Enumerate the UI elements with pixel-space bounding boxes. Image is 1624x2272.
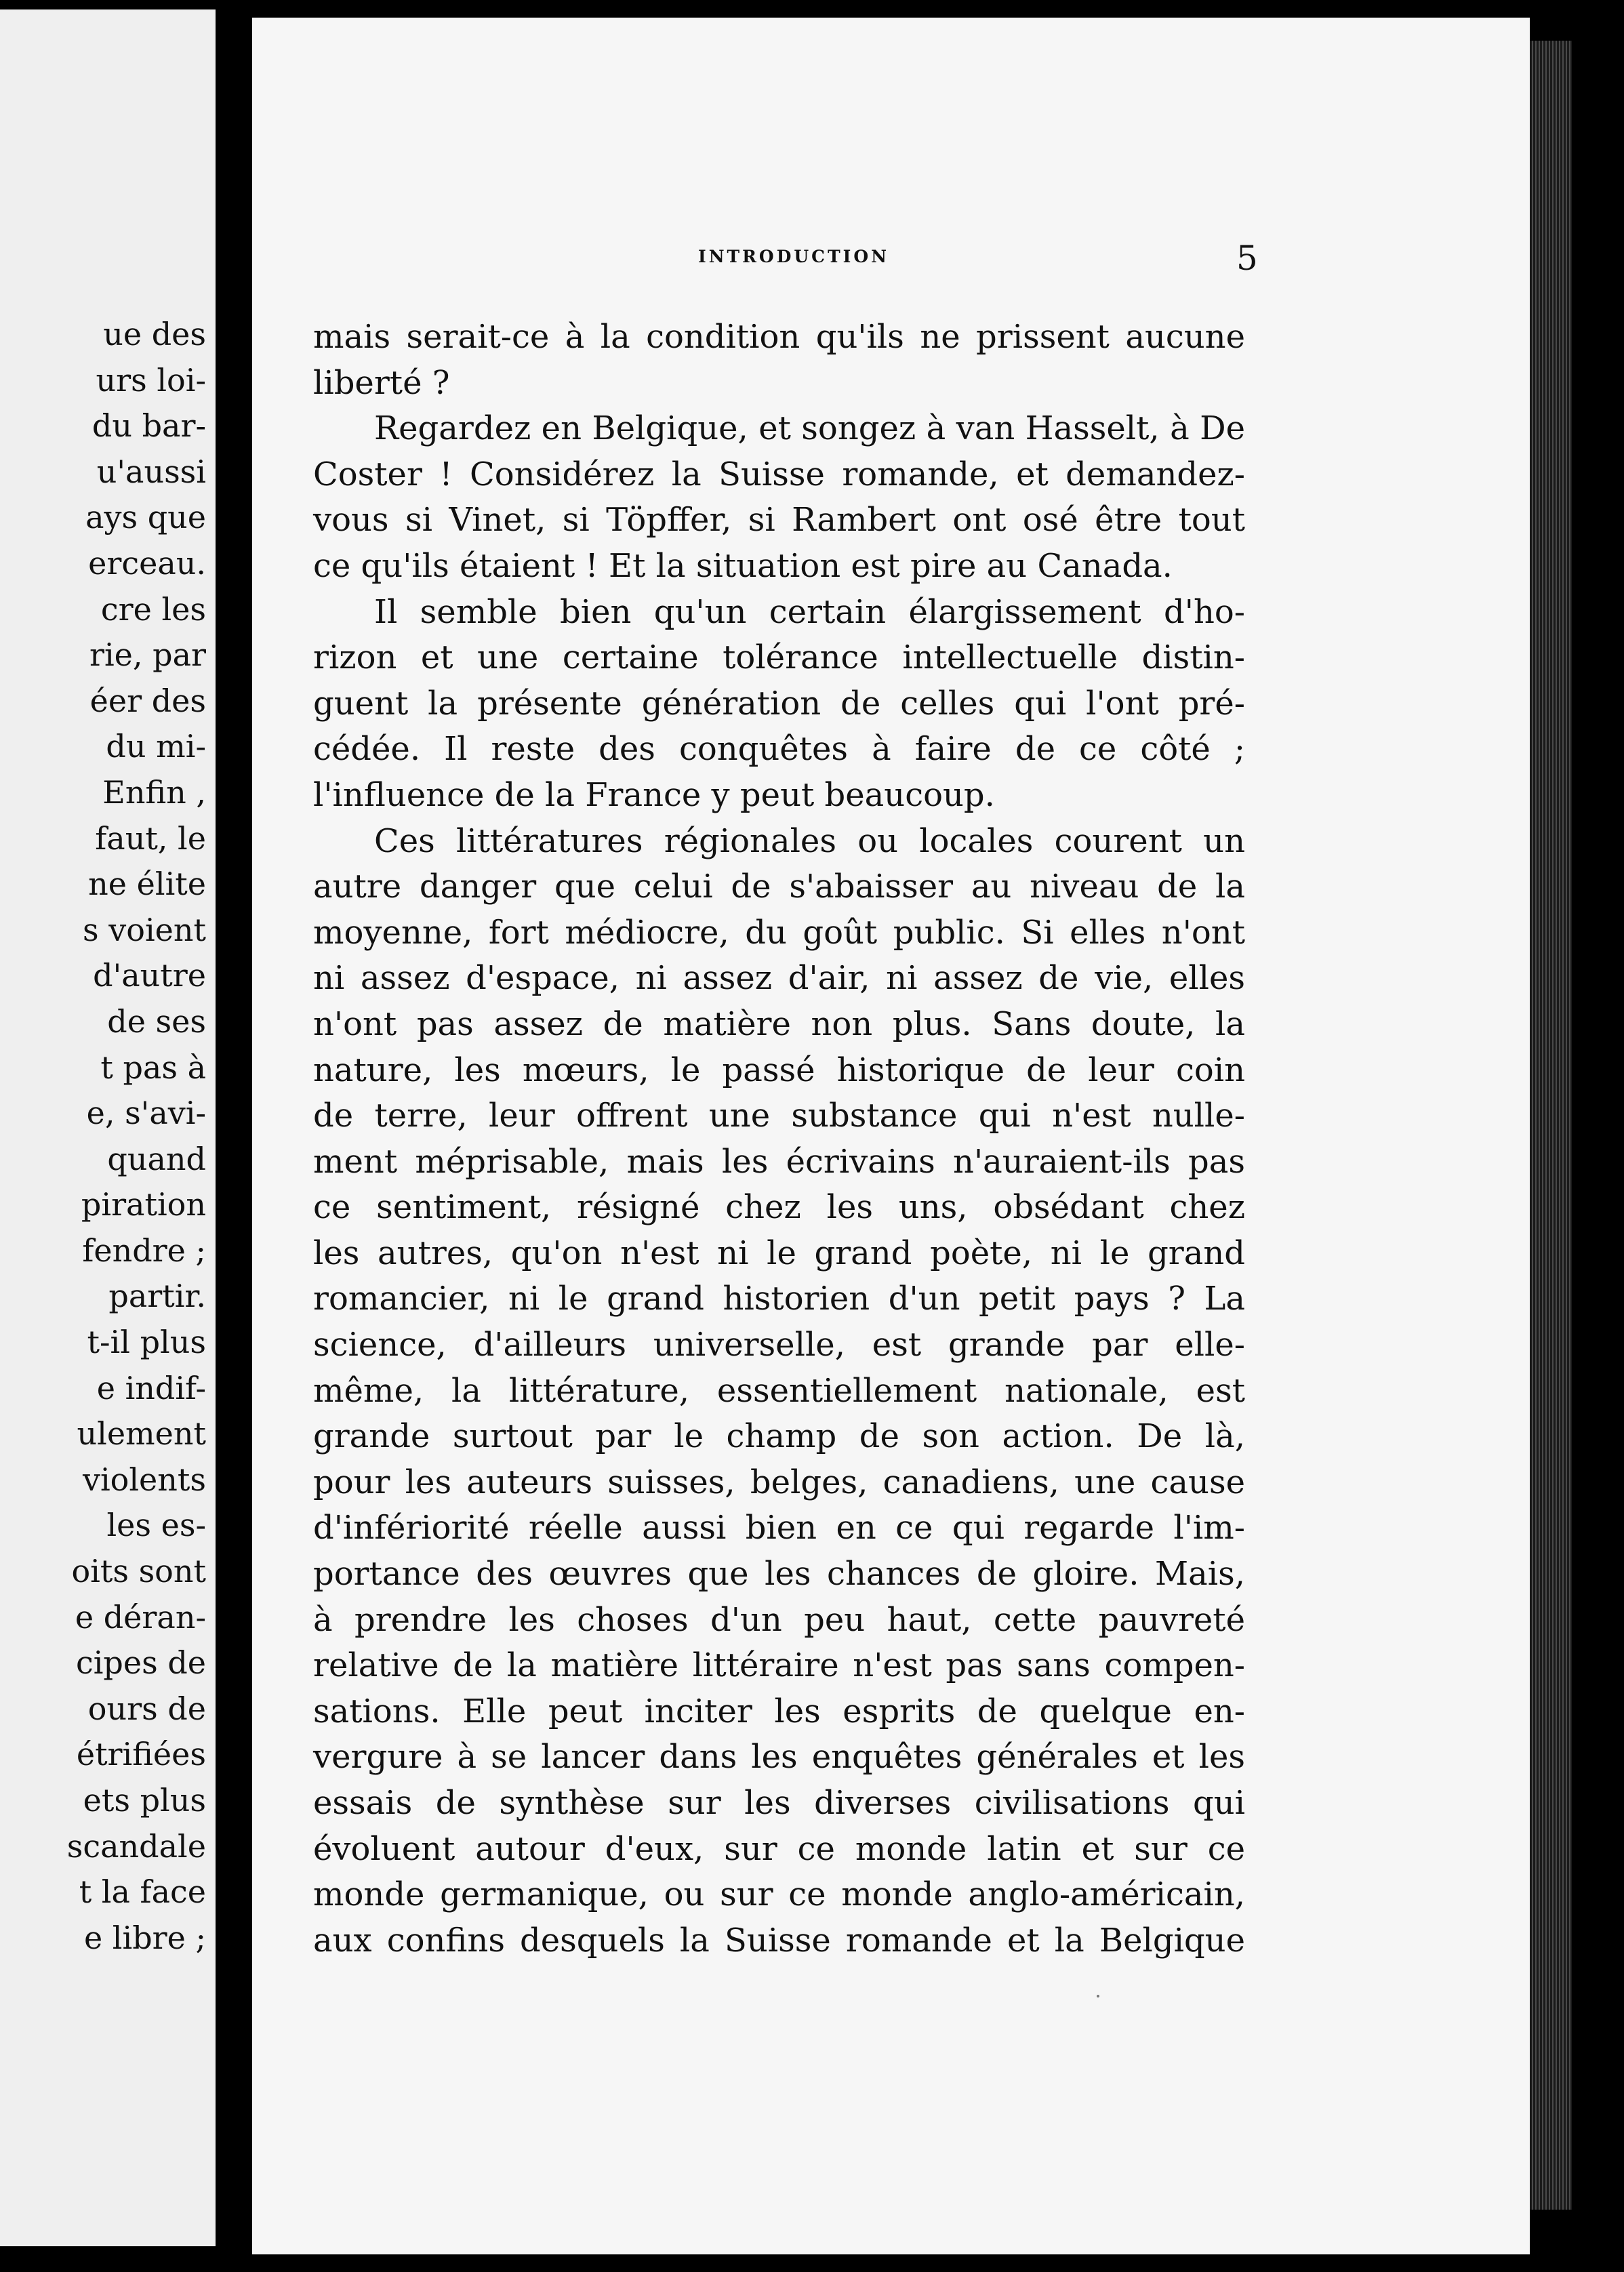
left-page-line: cre les bbox=[100, 590, 206, 628]
speck bbox=[1097, 1995, 1099, 1997]
left-page-line: partir. bbox=[108, 1278, 206, 1315]
left-page-line: u'aussi bbox=[96, 453, 206, 490]
left-page-line: erceau. bbox=[88, 544, 206, 582]
body-line: sations. Elle peut inciter les esprits de quelque en- bbox=[313, 1692, 1245, 1730]
left-page-line: oits sont bbox=[71, 1553, 206, 1590]
left-page-line: violents bbox=[82, 1461, 206, 1498]
body-line: pour les auteurs suisses, belges, canadiens, une cause bbox=[313, 1463, 1245, 1501]
body-line: relative de la matière littéraire n'est pas sans compen- bbox=[313, 1646, 1245, 1685]
body-line: l'influence de la France y peut beaucoup. bbox=[313, 775, 995, 814]
left-page-line: cipes de bbox=[75, 1644, 206, 1682]
left-page-text bbox=[67, 312, 206, 1961]
body-line: évoluent autour d'eux, sur ce monde latin et sur ce bbox=[313, 1829, 1245, 1868]
body-line: science, d'ailleurs universelle, est grande par elle- bbox=[313, 1326, 1245, 1364]
left-page-line: fendre ; bbox=[82, 1232, 206, 1269]
body-line: essais de synthèse sur les diverses civilisations qui bbox=[313, 1784, 1245, 1822]
left-page-line: Enfin , bbox=[102, 773, 206, 811]
left-page-line: rie, par bbox=[89, 636, 206, 674]
body-text bbox=[313, 315, 1245, 1964]
body-line: ment méprisable, mais les écrivains n'auraient-ils pas bbox=[313, 1142, 1245, 1181]
body-line: liberté ? bbox=[313, 363, 450, 402]
body-line: les autres, qu'on n'est ni le grand poète, ni le grand bbox=[313, 1234, 1245, 1272]
body-line: Regardez en Belgique, et songez à van Hasselt, à De bbox=[374, 409, 1245, 448]
body-line: Ces littératures régionales ou locales courent un bbox=[374, 821, 1245, 860]
left-page-line: e, s'avi- bbox=[86, 1095, 206, 1132]
book-gutter bbox=[216, 0, 256, 2272]
left-page-line: t la face bbox=[79, 1873, 206, 1911]
left-page-line: s voient bbox=[83, 911, 206, 948]
body-line: monde germanique, ou sur ce monde anglo-américain, bbox=[313, 1875, 1245, 1914]
page-edges bbox=[1530, 41, 1572, 2210]
body-line: Il semble bien qu'un certain élargissement d'ho- bbox=[374, 592, 1245, 631]
left-page-line: t pas à bbox=[100, 1049, 206, 1086]
left-page-line: urs loi- bbox=[96, 361, 206, 399]
left-page-line: piration bbox=[81, 1186, 206, 1223]
body-line: même, la littérature, essentiellement nationale, est bbox=[313, 1371, 1245, 1410]
left-page-line: ays que bbox=[85, 499, 206, 536]
body-line: vous si Vinet, si Töpffer, si Rambert ont osé être tout bbox=[313, 501, 1245, 540]
page-number: 5 bbox=[1236, 239, 1258, 278]
left-page-line: de ses bbox=[107, 1002, 206, 1040]
body-line: ce qu'ils étaient ! Et la situation est pire au Canada. bbox=[313, 546, 1173, 585]
left-page-line: quand bbox=[107, 1140, 206, 1177]
left-page-line: du bar- bbox=[92, 407, 206, 445]
body-line: Coster ! Considérez la Suisse romande, et demandez- bbox=[313, 455, 1245, 493]
left-page-line: les es- bbox=[106, 1507, 206, 1544]
body-line: d'infériorité réelle aussi bien en ce qui regarde l'im- bbox=[313, 1509, 1245, 1547]
left-page-line: ulement bbox=[77, 1415, 206, 1453]
body-line: à prendre les choses d'un peu haut, cette pauvreté bbox=[313, 1600, 1245, 1639]
body-line: de terre, leur offrent une substance qui n'est nulle- bbox=[313, 1097, 1245, 1135]
left-page-line: e indif- bbox=[96, 1369, 206, 1406]
left-page-line: éer des bbox=[89, 682, 206, 719]
body-line: mais serait-ce à la condition qu'ils ne prissent aucune bbox=[313, 318, 1245, 356]
body-line: aux confins desquels la Suisse romande et la Belgique bbox=[313, 1921, 1245, 1960]
left-page-line: scandale bbox=[66, 1827, 206, 1865]
left-page-line: e déran- bbox=[75, 1598, 206, 1636]
body-line: romancier, ni le grand historien d'un petit pays ? La bbox=[313, 1280, 1245, 1318]
left-page-line: d'autre bbox=[93, 957, 206, 994]
body-line: ni assez d'espace, ni assez d'air, ni assez de vie, elles bbox=[313, 959, 1245, 998]
body-line: autre danger que celui de s'abaisser au niveau de la bbox=[313, 868, 1245, 906]
left-page bbox=[0, 9, 216, 2246]
body-line: nature, les mœurs, le passé historique de leur coin bbox=[313, 1051, 1245, 1089]
body-line: moyenne, fort médiocre, du goût public. Si elles n'ont bbox=[313, 913, 1245, 952]
left-page-line: ue des bbox=[103, 316, 206, 352]
body-line: cédée. Il reste des conquêtes à faire de ce côté ; bbox=[313, 730, 1245, 769]
left-page-line: ets plus bbox=[83, 1782, 206, 1819]
left-page-line: ne élite bbox=[88, 866, 206, 903]
running-head: INTRODUCTION bbox=[698, 247, 890, 266]
left-page-line: étrifiées bbox=[76, 1736, 206, 1773]
left-page-line: e libre ; bbox=[83, 1919, 206, 1956]
left-page-line: faut, le bbox=[95, 819, 206, 857]
body-line: guent la présente génération de celles qui l'ont pré- bbox=[313, 684, 1245, 723]
body-line: grande surtout par le champ de son action. De là, bbox=[313, 1417, 1245, 1456]
body-line: ce sentiment, résigné chez les uns, obsédant chez bbox=[313, 1188, 1245, 1227]
left-page-line: du mi- bbox=[106, 728, 206, 765]
left-page-line: ours de bbox=[87, 1690, 206, 1727]
body-line: rizon et une certaine tolérance intellectuelle distin- bbox=[313, 638, 1245, 677]
body-line: vergure à se lancer dans les enquêtes générales et les bbox=[313, 1738, 1245, 1777]
body-line: n'ont pas assez de matière non plus. Sans doute, la bbox=[313, 1005, 1245, 1043]
left-page-line: t-il plus bbox=[87, 1324, 206, 1361]
body-line: portance des œuvres que les chances de gloire. Mais, bbox=[313, 1555, 1245, 1594]
